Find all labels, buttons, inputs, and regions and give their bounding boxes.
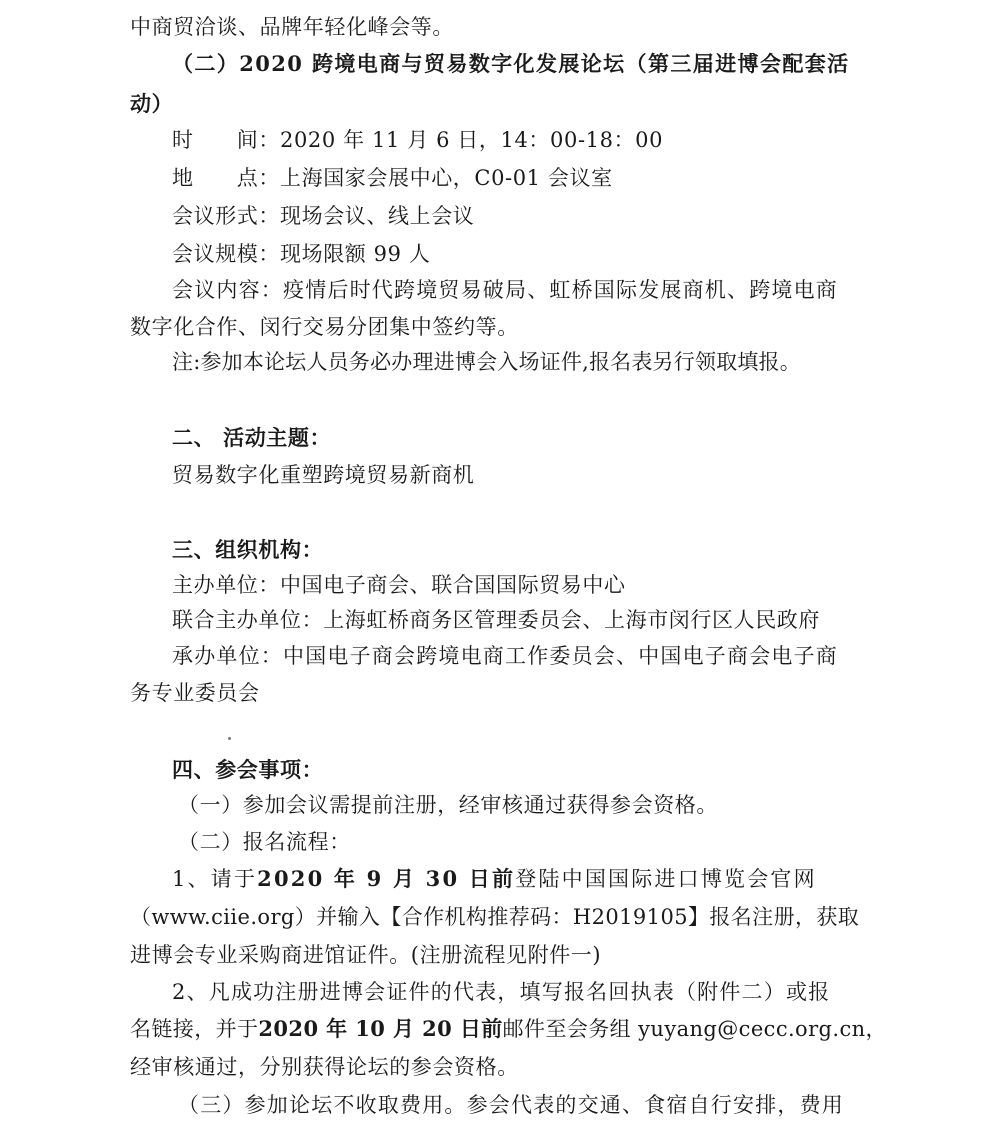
step-2-cont2: 经审核通过，分别获得论坛的参会资格。 bbox=[130, 1055, 519, 1079]
step-1 bbox=[172, 864, 1000, 894]
scale-row: 会议规模：现场限额 99 人 bbox=[172, 242, 431, 266]
step-1-cont2: 进博会专业采购商进馆证件。(注册流程见附件一) bbox=[130, 943, 602, 967]
heading-theme: 二、 活动主题： bbox=[172, 425, 332, 450]
note-row: 注:参加本论坛人员务必办理进博会入场证件,报名表另行领取填报。 bbox=[172, 350, 801, 374]
item-3: （三）参加论坛不收取费用。参会代表的交通、食宿自行安排，费用 bbox=[178, 1093, 844, 1117]
organizer-row-cont: 务专业委员会 bbox=[130, 681, 260, 705]
heading-attendance: 四、参会事项： bbox=[172, 757, 324, 782]
time-label: 时 间： bbox=[172, 128, 280, 152]
step-2-cont bbox=[130, 1014, 1000, 1044]
heading-organizers: 三、组织机构： bbox=[172, 537, 324, 562]
step-1-post: 登陆中国国际进口博览会官网 bbox=[515, 867, 817, 891]
location-row bbox=[172, 163, 1000, 193]
host-row: 主办单位：中国电子商会、联合国国际贸易中心 bbox=[172, 573, 626, 597]
theme-text: 贸易数字化重塑跨境贸易新商机 bbox=[172, 463, 475, 487]
format-row: 会议形式：现场会议、线上会议 bbox=[172, 204, 475, 228]
item-2: （二）报名流程： bbox=[178, 830, 351, 854]
content-row-cont: 数字化合作、闵行交易分团集中签约等。 bbox=[130, 315, 519, 339]
step-1-pre: 1、请于 bbox=[172, 867, 258, 891]
location-label: 地 点： bbox=[172, 166, 280, 190]
location-value: 上海国家会展中心，C0-01 会议室 bbox=[280, 166, 613, 190]
step-2-pre: 名链接，并于 bbox=[130, 1017, 259, 1041]
text-line: 中商贸洽谈、品牌年轻化峰会等。 bbox=[130, 15, 454, 39]
content-row: 会议内容：疫情后时代跨境贸易破局、虹桥国际发展商机、跨境电商 bbox=[172, 278, 838, 302]
step-1-deadline: 2020 年 9 月 30 日前 bbox=[257, 866, 516, 891]
time-row bbox=[172, 125, 1000, 155]
section-subheading-cont: 动） bbox=[130, 91, 174, 116]
item-1: （一）参加会议需提前注册，经审核通过获得参会资格。 bbox=[178, 793, 718, 817]
cohost-row: 联合主办单位：上海虹桥商务区管理委员会、上海市闵行区人民政府 bbox=[172, 608, 820, 632]
organizer-row: 承办单位：中国电子商会跨境电商工作委员会、中国电子商会电子商 bbox=[172, 644, 838, 668]
time-value: 2020 年 11 月 6 日，14：00-18：00 bbox=[280, 128, 664, 152]
section-subheading: （二）2020 跨境电商与贸易数字化发展论坛（第三届进博会配套活 bbox=[172, 51, 850, 76]
step-1-cont: （www.ciie.org）并输入【合作机构推荐码：H2019105】报名注册，获取 bbox=[130, 905, 860, 929]
scan-speck bbox=[228, 737, 231, 740]
step-2-deadline: 2020 年 10 月 20 日前 bbox=[258, 1016, 503, 1041]
step-2: 2、凡成功注册进博会证件的代表，填写报名回执表（附件二）或报 bbox=[172, 980, 831, 1004]
step-2-post: 邮件至会务组 yuyang@cecc.org.cn， bbox=[502, 1017, 887, 1041]
